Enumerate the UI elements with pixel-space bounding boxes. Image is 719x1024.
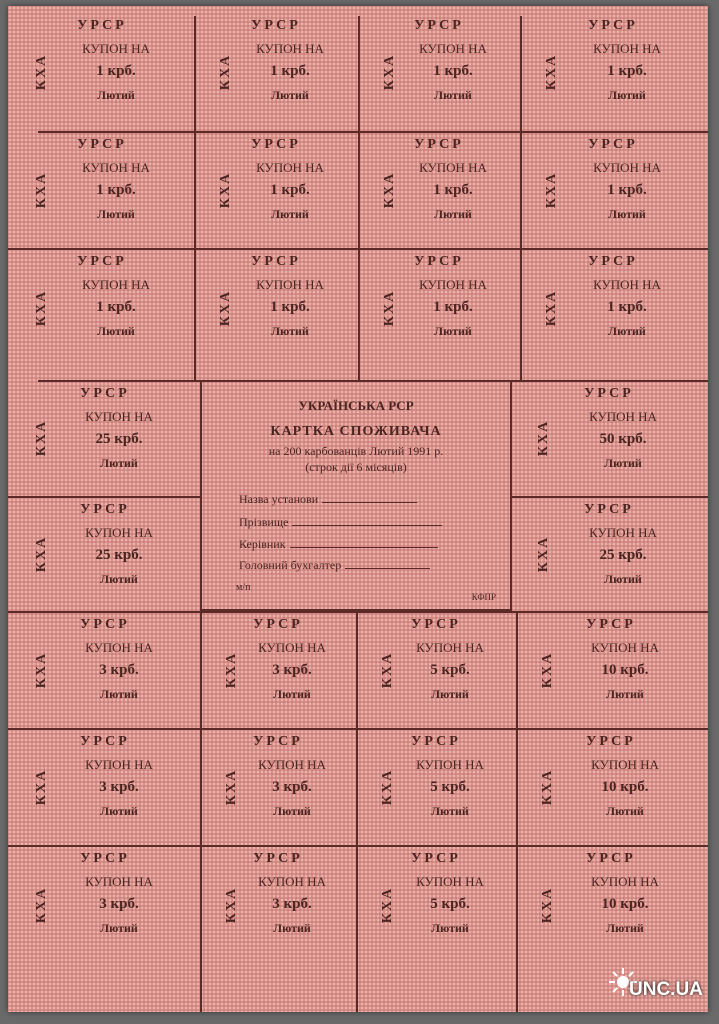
coupon-month: Лютий bbox=[604, 572, 642, 586]
coupon-value: 1 крб. bbox=[270, 299, 310, 315]
coupon-label: КУПОН НА bbox=[589, 525, 657, 540]
coupon bbox=[358, 131, 520, 248]
coupon-month: Лютий bbox=[434, 324, 472, 338]
coupon bbox=[356, 611, 516, 728]
coupon-month: Лютий bbox=[273, 804, 311, 818]
printer-mark: КФПР bbox=[471, 592, 496, 602]
coupon-value: 50 крб. bbox=[599, 431, 647, 447]
coupon-month: Лютий bbox=[100, 687, 138, 701]
coupon bbox=[520, 248, 706, 368]
coupon-side-code: КХА bbox=[382, 289, 398, 327]
cut-line bbox=[516, 611, 518, 1012]
coupon-label: КУПОН НА bbox=[256, 277, 324, 292]
coupon-side-code: КХА bbox=[34, 768, 50, 805]
coupon-side-code: КХА bbox=[380, 886, 396, 924]
coupon-header: УРСР bbox=[80, 734, 130, 749]
coupon-side-code: КХА bbox=[544, 289, 560, 327]
coupon-label: КУПОН НА bbox=[258, 757, 326, 772]
coupon bbox=[358, 12, 520, 131]
coupon-header: УРСР bbox=[584, 386, 634, 401]
coupon-side-code: КХА bbox=[218, 289, 234, 327]
coupon-month: Лютий bbox=[100, 572, 138, 586]
coupon-month: Лютий bbox=[606, 687, 644, 701]
coupon-value: 1 крб. bbox=[96, 299, 136, 315]
coupon bbox=[10, 496, 200, 611]
coupon bbox=[10, 131, 194, 248]
coupon-label: КУПОН НА bbox=[85, 640, 153, 655]
coupon-header: УРСР bbox=[414, 137, 464, 152]
coupon-label: КУПОН НА bbox=[258, 874, 326, 889]
coupon bbox=[516, 728, 706, 845]
watermark-text: UNC.UA bbox=[629, 979, 703, 1000]
coupon-label: КУПОН НА bbox=[416, 757, 484, 772]
coupon-side-code: КХА bbox=[382, 53, 398, 90]
coupon-header: УРСР bbox=[253, 851, 303, 866]
coupon-month: Лютий bbox=[431, 687, 469, 701]
coupon-value: 5 крб. bbox=[430, 779, 470, 795]
coupon-label: КУПОН НА bbox=[591, 757, 659, 772]
coupon-label: КУПОН НА bbox=[589, 409, 657, 424]
coupon-value: 3 крб. bbox=[99, 779, 139, 795]
coupon-header: УРСР bbox=[80, 617, 130, 632]
cut-line bbox=[8, 845, 708, 847]
coupon-value: 3 крб. bbox=[272, 662, 312, 678]
coupon-side-code: КХА bbox=[540, 768, 556, 805]
coupon-side-code: КХА bbox=[34, 535, 50, 572]
coupon-side-code: КХА bbox=[224, 886, 240, 924]
coupon bbox=[10, 611, 200, 728]
coupon-value: 3 крб. bbox=[272, 779, 312, 795]
coupon bbox=[512, 496, 706, 611]
coupon-side-code: КХА bbox=[34, 53, 50, 90]
coupon-label: КУПОН НА bbox=[258, 640, 326, 655]
coupon-header: УРСР bbox=[584, 502, 634, 517]
coupon-month: Лютий bbox=[97, 207, 135, 221]
cut-line bbox=[8, 728, 708, 730]
cut-line bbox=[358, 16, 360, 380]
coupon-label: КУПОН НА bbox=[591, 640, 659, 655]
coupon-header: УРСР bbox=[411, 617, 461, 632]
coupon-label: КУПОН НА bbox=[256, 160, 324, 175]
coupon-side-code: КХА bbox=[536, 535, 552, 572]
coupon bbox=[356, 728, 516, 845]
coupon-header: УРСР bbox=[253, 617, 303, 632]
coupon-side-code: КХА bbox=[34, 289, 50, 327]
coupon-side-code: КХА bbox=[218, 53, 234, 90]
coupon bbox=[10, 248, 194, 368]
cut-line bbox=[200, 611, 202, 1012]
coupon bbox=[200, 845, 356, 965]
coupon-value: 5 крб. bbox=[430, 896, 470, 912]
coupon-header: УРСР bbox=[588, 18, 638, 33]
coupon bbox=[200, 611, 356, 728]
coupon-value: 1 крб. bbox=[607, 299, 647, 315]
coupon-label: КУПОН НА bbox=[85, 757, 153, 772]
cut-line bbox=[356, 611, 358, 1012]
field-chief-accountant: Головний бухгалтер bbox=[239, 558, 430, 573]
coupon-header: УРСР bbox=[586, 851, 636, 866]
coupon-label: КУПОН НА bbox=[85, 525, 153, 540]
coupon-value: 1 крб. bbox=[607, 63, 647, 79]
coupon-header: УРСР bbox=[80, 386, 130, 401]
coupon-value: 25 крб. bbox=[95, 547, 143, 563]
coupon bbox=[10, 12, 194, 131]
coupon-header: УРСР bbox=[588, 137, 638, 152]
coupon-label: КУПОН НА bbox=[593, 160, 661, 175]
coupon-header: УРСР bbox=[414, 254, 464, 269]
coupon-month: Лютий bbox=[271, 324, 309, 338]
coupon-side-code: КХА bbox=[34, 886, 50, 924]
coupon-value: 25 крб. bbox=[95, 431, 143, 447]
coupon-month: Лютий bbox=[606, 804, 644, 818]
coupon-month: Лютий bbox=[273, 921, 311, 935]
coupon-month: Лютий bbox=[434, 88, 472, 102]
coupon bbox=[10, 728, 200, 845]
card-validity: (строк дії 6 місяців) bbox=[305, 460, 407, 474]
coupon bbox=[194, 12, 358, 131]
coupon-sheet bbox=[8, 6, 708, 1012]
coupon-month: Лютий bbox=[100, 456, 138, 470]
coupon-side-code: КХА bbox=[224, 768, 240, 805]
coupon-label: КУПОН НА bbox=[82, 41, 150, 56]
coupon-label: КУПОН НА bbox=[419, 41, 487, 56]
coupon-label: КУПОН НА bbox=[256, 41, 324, 56]
coupon-value: 1 крб. bbox=[433, 63, 473, 79]
coupon-month: Лютий bbox=[434, 207, 472, 221]
coupon-side-code: КХА bbox=[382, 171, 398, 208]
coupon-value: 1 крб. bbox=[96, 182, 136, 198]
field-director: Керівник bbox=[239, 537, 438, 552]
coupon-month: Лютий bbox=[271, 207, 309, 221]
coupon-header: УРСР bbox=[77, 137, 127, 152]
coupon bbox=[520, 131, 706, 248]
coupon-header: УРСР bbox=[411, 851, 461, 866]
coupon-side-code: КХА bbox=[536, 419, 552, 457]
coupon-label: КУПОН НА bbox=[85, 874, 153, 889]
coupon bbox=[512, 380, 706, 496]
coupon-side-code: КХА bbox=[224, 651, 240, 688]
coupon-side-code: КХА bbox=[218, 171, 234, 208]
coupon-value: 10 крб. bbox=[601, 662, 649, 678]
coupon-header: УРСР bbox=[586, 617, 636, 632]
field-institution: Назва установи bbox=[239, 492, 417, 507]
coupon bbox=[358, 248, 520, 368]
coupon bbox=[516, 845, 706, 965]
coupon-label: КУПОН НА bbox=[419, 277, 487, 292]
card-title: УКРАЇНСЬКА РСР bbox=[298, 398, 414, 413]
coupon-month: Лютий bbox=[608, 324, 646, 338]
unc-watermark bbox=[607, 966, 715, 1012]
cut-line bbox=[38, 131, 708, 133]
coupon-header: УРСР bbox=[251, 254, 301, 269]
coupon bbox=[356, 845, 516, 965]
coupon-value: 5 крб. bbox=[430, 662, 470, 678]
coupon bbox=[200, 728, 356, 845]
cut-line bbox=[8, 496, 200, 498]
coupon-header: УРСР bbox=[588, 254, 638, 269]
coupon bbox=[194, 131, 358, 248]
coupon-label: КУПОН НА bbox=[591, 874, 659, 889]
coupon-month: Лютий bbox=[100, 921, 138, 935]
coupon-side-code: КХА bbox=[540, 651, 556, 688]
coupon-month: Лютий bbox=[271, 88, 309, 102]
coupon-side-code: КХА bbox=[34, 419, 50, 457]
coupon-side-code: КХА bbox=[380, 768, 396, 805]
coupon-side-code: КХА bbox=[34, 651, 50, 688]
coupon-value: 3 крб. bbox=[272, 896, 312, 912]
seal-place-label: м/п bbox=[236, 582, 251, 593]
coupon-header: УРСР bbox=[80, 851, 130, 866]
coupon bbox=[10, 845, 200, 965]
coupon-month: Лютий bbox=[431, 804, 469, 818]
coupon-label: КУПОН НА bbox=[593, 277, 661, 292]
coupon-value: 25 крб. bbox=[599, 547, 647, 563]
cut-line bbox=[8, 611, 708, 613]
coupon bbox=[520, 12, 706, 131]
coupon-label: КУПОН НА bbox=[82, 277, 150, 292]
coupon-side-code: КХА bbox=[380, 651, 396, 688]
coupon-value: 1 крб. bbox=[433, 182, 473, 198]
coupon-header: УРСР bbox=[586, 734, 636, 749]
coupon-month: Лютий bbox=[608, 88, 646, 102]
coupon-header: УРСР bbox=[77, 254, 127, 269]
coupon-value: 10 крб. bbox=[601, 779, 649, 795]
coupon bbox=[10, 380, 200, 496]
coupon-header: УРСР bbox=[251, 18, 301, 33]
coupon-label: КУПОН НА bbox=[416, 640, 484, 655]
coupon-header: УРСР bbox=[77, 18, 127, 33]
coupon-side-code: КХА bbox=[540, 886, 556, 924]
coupon-header: УРСР bbox=[411, 734, 461, 749]
card-amount-line: на 200 карбованців Лютий 1991 р. bbox=[268, 444, 444, 458]
coupon-header: УРСР bbox=[80, 502, 130, 517]
coupon-side-code: КХА bbox=[544, 53, 560, 90]
coupon-value: 1 крб. bbox=[607, 182, 647, 198]
coupon-value: 3 крб. bbox=[99, 662, 139, 678]
coupon-label: КУПОН НА bbox=[593, 41, 661, 56]
coupon-label: КУПОН НА bbox=[416, 874, 484, 889]
coupon-label: КУПОН НА bbox=[82, 160, 150, 175]
coupon-month: Лютий bbox=[608, 207, 646, 221]
cut-line bbox=[194, 16, 196, 380]
coupon-side-code: КХА bbox=[544, 171, 560, 208]
field-surname: Прізвище bbox=[239, 515, 442, 530]
coupon-month: Лютий bbox=[431, 921, 469, 935]
coupon-month: Лютий bbox=[606, 921, 644, 935]
coupon-side-code: КХА bbox=[34, 171, 50, 208]
coupon-month: Лютий bbox=[273, 687, 311, 701]
coupon-header: УРСР bbox=[251, 137, 301, 152]
coupon-value: 1 крб. bbox=[270, 182, 310, 198]
coupon-month: Лютий bbox=[604, 456, 642, 470]
cut-line bbox=[512, 496, 708, 498]
coupon-month: Лютий bbox=[100, 804, 138, 818]
coupon-value: 1 крб. bbox=[96, 63, 136, 79]
consumer-card bbox=[200, 380, 512, 611]
cut-line bbox=[520, 16, 522, 380]
coupon bbox=[194, 248, 358, 368]
coupon-value: 1 крб. bbox=[433, 299, 473, 315]
coupon-label: КУПОН НА bbox=[419, 160, 487, 175]
card-subtitle: КАРТКА СПОЖИВАЧА bbox=[270, 424, 442, 439]
coupon-header: УРСР bbox=[414, 18, 464, 33]
coupon-value: 10 крб. bbox=[601, 896, 649, 912]
coupon-month: Лютий bbox=[97, 88, 135, 102]
coupon-value: 3 крб. bbox=[99, 896, 139, 912]
coupon-value: 1 крб. bbox=[270, 63, 310, 79]
coupon-label: КУПОН НА bbox=[85, 409, 153, 424]
coupon bbox=[516, 611, 706, 728]
coupon-month: Лютий bbox=[97, 324, 135, 338]
coupon-header: УРСР bbox=[253, 734, 303, 749]
